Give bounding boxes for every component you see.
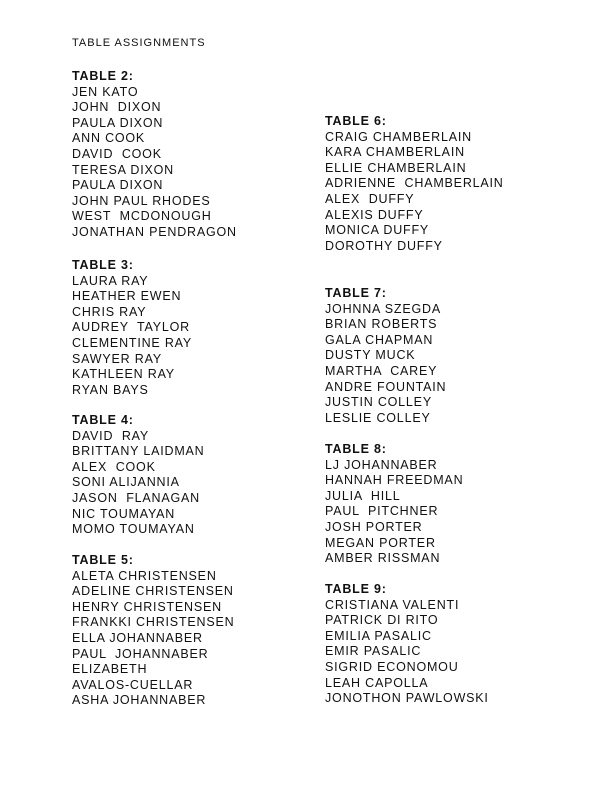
guest-name: LJ JOHANNABER: [325, 457, 438, 472]
guest-name: GALA CHAPMAN: [325, 332, 434, 347]
table-heading: TABLE 8:: [325, 442, 387, 456]
guest-name: JONOTHON PAWLOWSKI: [325, 691, 489, 706]
guest-name: BRIAN ROBERTS: [325, 317, 438, 332]
guest-name: ALEX DUFFY: [325, 191, 415, 206]
guest-name: JOSH PORTER: [325, 519, 423, 534]
table-7-section: [325, 286, 446, 426]
guest-list: [72, 569, 234, 709]
guest-name: ELIZABETH: [72, 662, 148, 677]
guest-name: LESLIE COLLEY: [325, 410, 431, 425]
guest-name: CRAIG CHAMBERLAIN: [325, 129, 472, 144]
guest-name: FRANKKI CHRISTENSEN: [72, 615, 235, 630]
guest-list: [72, 85, 237, 241]
guest-name: TERESA DIXON: [72, 162, 174, 177]
guest-name: NIC TOUMAYAN: [72, 506, 176, 521]
guest-list: [325, 598, 489, 707]
guest-name: JOHN PAUL RHODES: [72, 193, 211, 208]
guest-name: CLEMENTINE RAY: [72, 335, 193, 350]
guest-name: ALEX COOK: [72, 459, 156, 474]
guest-name: ALETA CHRISTENSEN: [72, 568, 217, 583]
guest-name: ASHA JOHANNABER: [72, 693, 207, 708]
table-heading: TABLE 9:: [325, 582, 387, 596]
guest-name: DAVID COOK: [72, 146, 162, 161]
table-2-section: [72, 69, 237, 241]
table-9-section: [325, 582, 489, 707]
guest-name: AVALOS-CUELLAR: [72, 677, 194, 692]
guest-name: DOROTHY DUFFY: [325, 238, 443, 253]
guest-name: PAULA DIXON: [72, 115, 164, 130]
guest-name: KATHLEEN RAY: [72, 367, 175, 382]
guest-list: [325, 458, 463, 567]
guest-name: LAURA RAY: [72, 273, 149, 288]
table-heading: TABLE 5:: [72, 553, 134, 567]
table-8-section: [325, 442, 463, 567]
guest-name: JONATHAN PENDRAGON: [72, 224, 237, 239]
guest-list: [325, 302, 446, 427]
table-6-section: [325, 114, 504, 254]
guest-name: ANDRE FOUNTAIN: [325, 379, 447, 394]
guest-name: ADELINE CHRISTENSEN: [72, 584, 234, 599]
guest-list: [72, 429, 205, 538]
guest-name: SAWYER RAY: [72, 351, 162, 366]
guest-name: MONICA DUFFY: [325, 223, 430, 238]
guest-name: MEGAN PORTER: [325, 535, 436, 550]
guest-name: MOMO TOUMAYAN: [72, 522, 195, 537]
guest-name: HENRY CHRISTENSEN: [72, 599, 222, 614]
guest-name: LEAH CAPOLLA: [325, 675, 429, 690]
guest-name: PAULA DIXON: [72, 178, 164, 193]
document-title: TABLE ASSIGNMENTS: [72, 37, 206, 49]
guest-name: JUSTIN COLLEY: [325, 395, 432, 410]
guest-name: CHRIS RAY: [72, 304, 147, 319]
guest-name: JOHNNA SZEGDA: [325, 301, 441, 316]
guest-name: ELLIE CHAMBERLAIN: [325, 160, 467, 175]
guest-name: ELLA JOHANNABER: [72, 630, 203, 645]
guest-name: EMILIA PASALIC: [325, 628, 432, 643]
guest-name: MARTHA CAREY: [325, 363, 438, 378]
guest-name: JULIA HILL: [325, 488, 401, 503]
guest-name: JOHN DIXON: [72, 100, 162, 115]
guest-name: BRITTANY LAIDMAN: [72, 444, 205, 459]
guest-name: AUDREY TAYLOR: [72, 320, 190, 335]
guest-list: [72, 274, 192, 399]
guest-name: PAUL PITCHNER: [325, 504, 439, 519]
guest-name: EMIR PASALIC: [325, 644, 422, 659]
guest-name: AMBER RISSMAN: [325, 551, 441, 566]
guest-list: [325, 130, 504, 255]
guest-name: WEST MCDONOUGH: [72, 209, 212, 224]
guest-name: KARA CHAMBERLAIN: [325, 145, 465, 160]
table-heading: TABLE 4:: [72, 413, 134, 427]
guest-name: SONI ALIJANNIA: [72, 475, 180, 490]
table-4-section: [72, 413, 205, 538]
guest-name: ALEXIS DUFFY: [325, 207, 424, 222]
guest-name: HEATHER EWEN: [72, 289, 182, 304]
guest-name: ANN COOK: [72, 131, 146, 146]
guest-name: ADRIENNE CHAMBERLAIN: [325, 176, 504, 191]
guest-name: PATRICK DI RITO: [325, 613, 439, 628]
guest-name: PAUL JOHANNABER: [72, 646, 209, 661]
table-heading: TABLE 6:: [325, 114, 387, 128]
table-5-section: [72, 553, 234, 709]
guest-name: JASON FLANAGAN: [72, 490, 200, 505]
table-heading: TABLE 2:: [72, 69, 134, 83]
guest-name: JEN KATO: [72, 84, 139, 99]
table-heading: TABLE 7:: [325, 286, 387, 300]
guest-name: DAVID RAY: [72, 428, 149, 443]
guest-name: RYAN BAYS: [72, 382, 149, 397]
table-heading: TABLE 3:: [72, 258, 134, 272]
guest-name: CRISTIANA VALENTI: [325, 597, 460, 612]
guest-name: SIGRID ECONOMOU: [325, 659, 459, 674]
guest-name: DUSTY MUCK: [325, 348, 416, 363]
guest-name: HANNAH FREEDMAN: [325, 473, 464, 488]
table-3-section: [72, 258, 192, 398]
